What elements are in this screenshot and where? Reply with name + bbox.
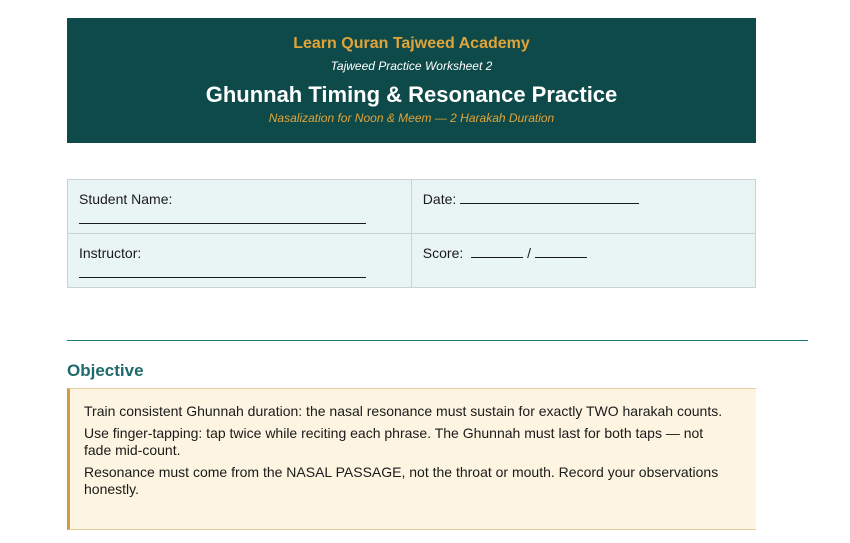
info-row-2 (68, 234, 756, 288)
date-label: Date: (422, 191, 457, 207)
date-cell (411, 180, 755, 234)
score-cell (411, 234, 755, 288)
worksheet-label: Tajweed Practice Worksheet 2 (330, 59, 493, 73)
student-name-field[interactable] (79, 211, 366, 224)
objective-item: Use finger-tapping: tap twice while reciting each phrase. The Ghunnah must last for both taps — not fade mid-count. (84, 425, 704, 458)
worksheet-header (67, 18, 756, 143)
instructor-cell (68, 234, 412, 288)
instructor-field[interactable] (79, 265, 366, 278)
student-name-cell (68, 180, 412, 234)
academy-name: Learn Quran Tajweed Academy (293, 35, 530, 52)
objective-heading: Objective (67, 361, 144, 380)
objective-box (67, 388, 756, 530)
student-name-label: Student Name: (79, 191, 173, 207)
objective-item: Train consistent Ghunnah duration: the nasal resonance must sustain for exactly TWO harakah counts. (84, 403, 723, 419)
page-title: Ghunnah Timing & Resonance Practice (205, 82, 618, 107)
info-row-1 (68, 180, 756, 234)
section-divider (67, 340, 808, 341)
instructor-label: Instructor: (79, 245, 142, 261)
score-label: Score: (422, 245, 464, 261)
score-earned-field[interactable] (471, 245, 523, 258)
date-field[interactable] (460, 191, 639, 204)
objective-item: Resonance must come from the NASAL PASSAGE, not the throat or mouth. Record your observations honestly. (84, 464, 719, 497)
score-total-field[interactable] (535, 245, 587, 258)
score-separator: / (527, 245, 532, 261)
page-subtitle: Nasalization for Noon & Meem — 2 Harakah Duration (268, 111, 555, 125)
student-info-table (67, 179, 756, 288)
